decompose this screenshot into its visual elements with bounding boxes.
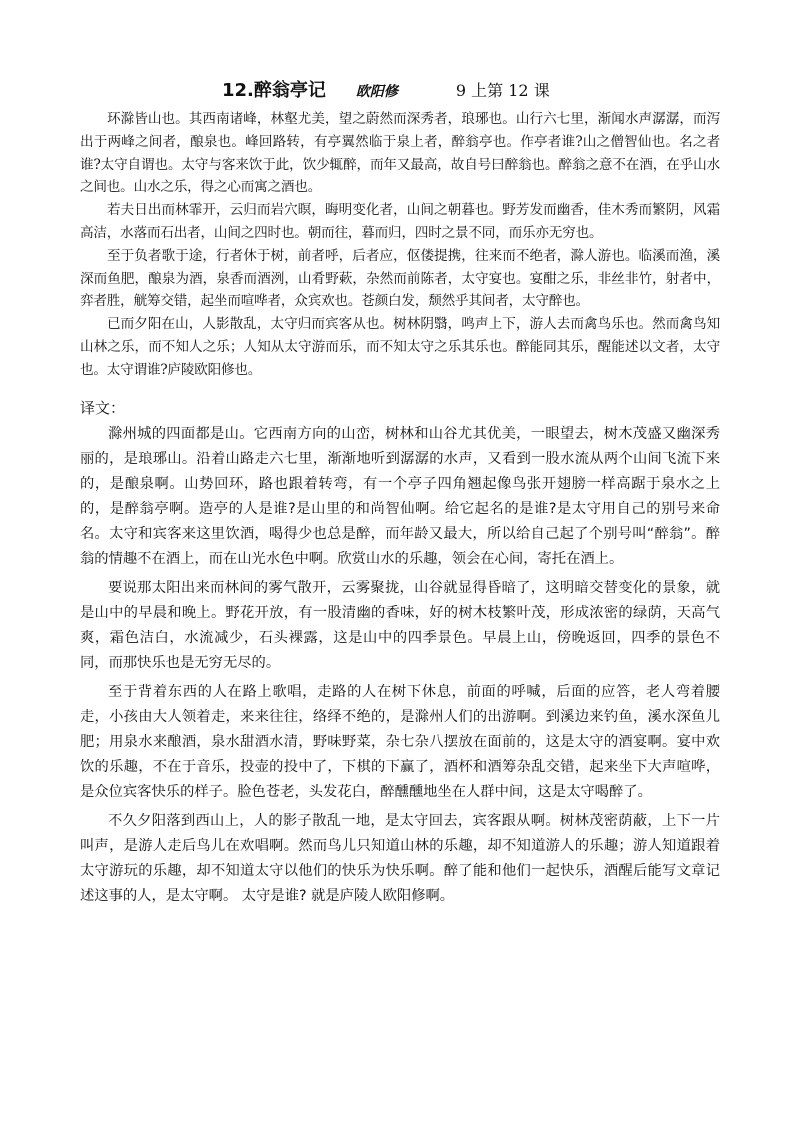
- translation-paragraph: 要说那太阳出来而林间的雾气散开，云雾聚拢，山谷就显得昏暗了，这明暗交替变化的景象，就是山中的早晨和晚上。野花开放，有一股清幽的香味，好的树木枝繁叶茂，形成浓密的绿荫，天高气爽，霜色洁白，水流减少，石头裸露，这是山中的四季景色。早晨上山，傍晚返回，四季的景色不同，而那快乐也是无穷无尽的。: [80, 579, 720, 671]
- author-name: 欧阳修: [355, 84, 398, 100]
- original-paragraph: 环滁皆山也。其西南诸峰，林壑尤美，望之蔚然而深秀者，琅琊也。山行六七里，渐闻水声潺潺，而泻出于两峰之间者，酿泉也。峰回路转，有亭翼然临于泉上者，醉翁亭也。作亭者谁?山之僧智仙也。名之者谁?太守自谓也。太守与客来饮于此，饮少辄醉，而年又最高，故自号曰醉翁也。醉翁之意不在酒，在乎山水之间也。山水之乐，得之心而寓之酒也。: [80, 111, 720, 196]
- original-paragraph: 若夫日出而林霏开，云归而岩穴暝，晦明变化者，山间之朝暮也。野芳发而幽香，佳木秀而繁阴，风霜高洁，水落而石出者，山间之四时也。朝而往，暮而归，四时之景不同，而乐亦无穷也。: [80, 202, 720, 241]
- page-title: 12.醉翁亭记: [222, 80, 326, 101]
- translation-paragraph: 不久夕阳落到西山上，人的影子散乱一地，是太守回去，宾客跟从啊。树林茂密荫蔽，上下一片叫声，是游人走后鸟儿在欢唱啊。然而鸟儿只知道山林的乐趣，却不知道游人的乐趣；游人知道跟着太守游玩的乐趣，却不知道太守以他们的快乐为快乐啊。醉了能和他们一起快乐，酒醒后能写文章记述这事的人，是太守啊。 太守是谁? 就是庐陵人欧阳修啊。: [80, 812, 720, 904]
- original-paragraph: 已而夕阳在山，人影散乱，太守归而宾客从也。树林阴翳，鸣声上下，游人去而禽鸟乐也。然而禽鸟知山林之乐，而不知人之乐；人知从太守游而乐，而不知太守之乐其乐也。醉能同其乐，醒能述以文者，太守也。太守谓谁?庐陵欧阳修也。: [80, 316, 720, 378]
- translation-paragraph: 至于背着东西的人在路上歌唱，走路的人在树下休息，前面的呼喊，后面的应答，老人弯着腰走，小孩由大人领着走，来来往往，络绎不绝的，是滁州人们的出游啊。到溪边来钓鱼，溪水深鱼儿肥；用泉水来酿酒，泉水甜酒水清，野味野菜，杂七杂八摆放在面前的，这是太守的酒宴啊。宴中欢饮的乐趣，不在于音乐，投壶的投中了，下棋的下赢了，酒杯和酒筹杂乱交错，起来坐下大声喧哗，是众位宾客快乐的样子。脸色苍老，头发花白，醉醺醺地坐在人群中间，这是太守喝醉了。: [80, 683, 720, 800]
- translation-text: [80, 422, 720, 909]
- lesson-label: 9 上第 12 课: [455, 81, 550, 100]
- title-row: [222, 76, 720, 106]
- translation-heading: 译文：: [80, 398, 126, 417]
- original-text: [80, 108, 720, 382]
- document-page: [80, 76, 720, 909]
- original-paragraph: 至于负者歌于途，行者休于树，前者呼，后者应，伛偻提携，往来而不绝者，滁人游也。临溪而渔，溪深而鱼肥，酿泉为酒，泉香而酒洌，山肴野蔌，杂然而前陈者，太守宴也。宴酣之乐，非丝非竹，射者中，弈者胜，觥筹交错，起坐而喧哗者，众宾欢也。苍颜白发，颓然乎其间者，太守醉也。: [80, 247, 720, 310]
- translation-paragraph: 滁州城的四面都是山。它西南方向的山峦，树林和山谷尤其优美，一眼望去，树木茂盛又幽深秀丽的，是琅琊山。沿着山路走六七里，渐渐地听到潺潺的水声，又看到一股水流从两个山间飞流下来的，是酿泉啊。山势回环，路也跟着转弯，有一个亭子四角翘起像鸟张开翅膀一样高踞于泉水之上的，是醉翁亭啊。造亭的人是谁?是山里的和尚智仙啊。给它起名的是谁?是太守用自己的别号来命名。太守和宾客来这里饮酒，喝得少也总是醉，而年龄又最大，所以给自己起了个别号叫“醉翁”。醉翁的情趣不在酒上，而在山光水色中啊。欣赏山水的乐趣，领会在心间，寄托在酒上。: [80, 425, 720, 567]
